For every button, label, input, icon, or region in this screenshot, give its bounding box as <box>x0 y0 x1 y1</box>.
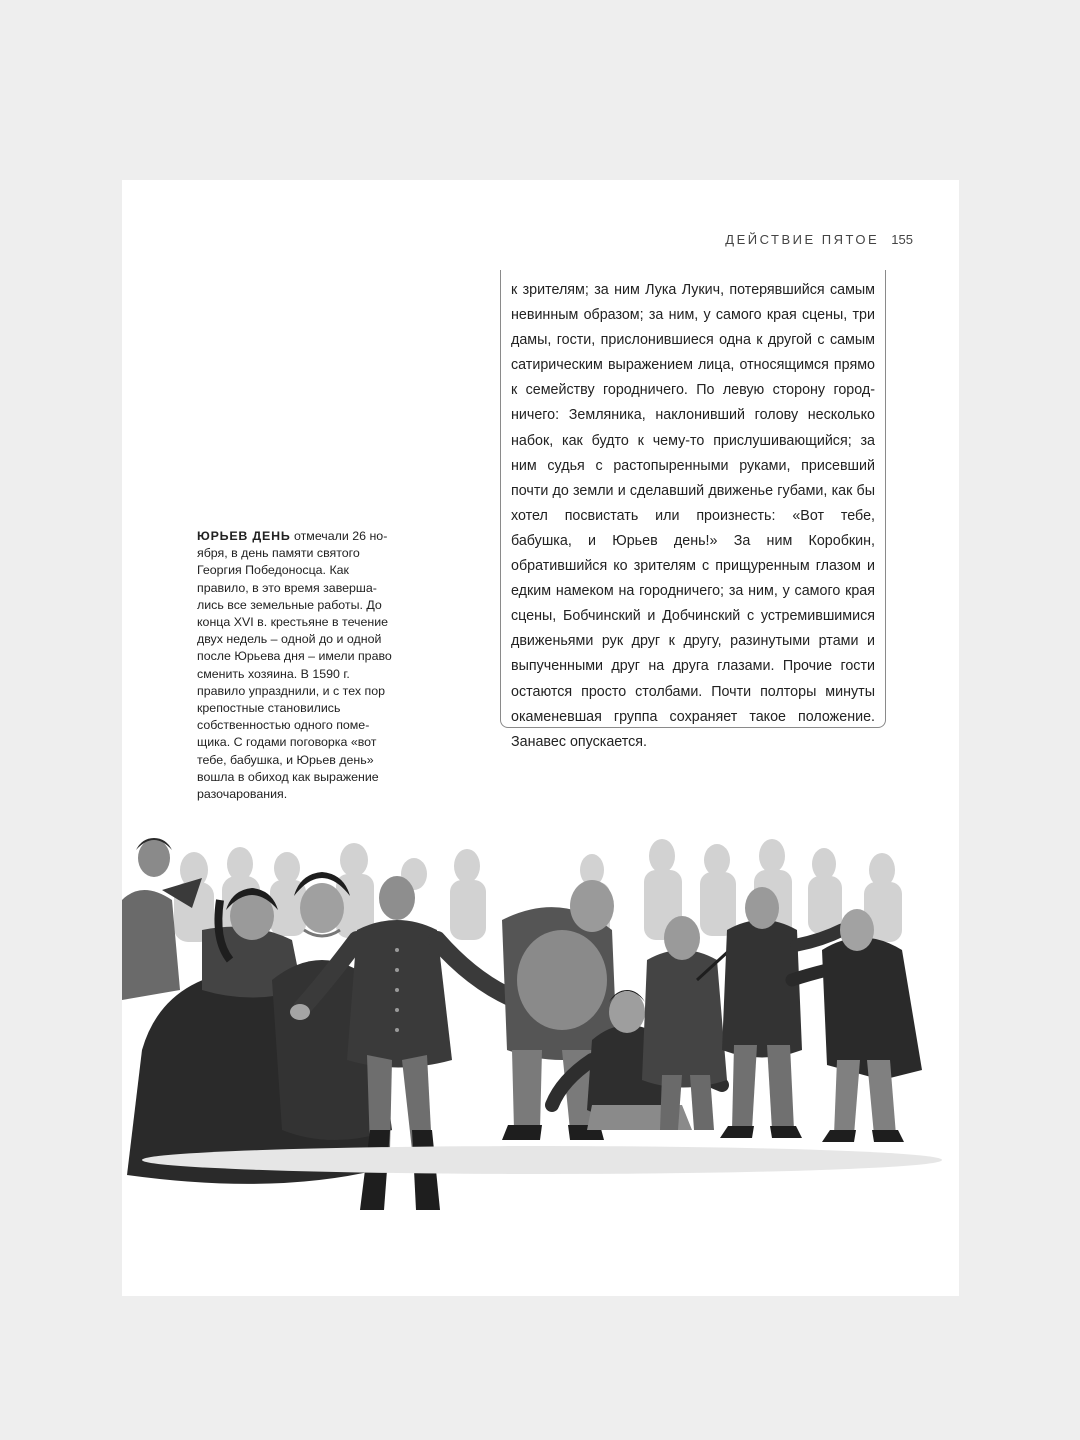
page-number: 155 <box>891 232 913 247</box>
sidebar-text: отмечали 26 ноября, в день памяти святого Георгия Победоносца. Как правило, в это время завершались все земельные работы. До конца XVI в. крестьяне в течение двух недель – одной до и одной после Юрьева дня – имели право сменить хозяина. В 1590 г. правило упразднили, и с тех пор крепостные становились собственностью одного помещика. С годами поговорка «вот тебе, бабушка, и Юрьев день» вошла в обиход как выражение разочарования. <box>197 529 392 802</box>
chapter-title: ДЕЙСТВИЕ ПЯТОЕ <box>725 232 880 247</box>
sidebar-term: ЮРЬЕВ ДЕНЬ <box>197 529 291 543</box>
stage-direction-text: к зрителям; за ним Лука Лукич, потерявшийся самым невинным образом; за ним, у самого края сцены, три дамы, гости, прислонившиеся одна к другой с самым сатирическим выражением лица, относящимся прямо к семейству городничего. По левую сторону городничего: Земляника, наклонивший голову несколько набок, как будто к чему-то прислушивающийся; за ним судья с растопыренными руками, присевший почти до земли и сделавший движенье губами, как бы хотел посвистать или произнесть: «Вот тебе, бабушка, и Юрьев день!» За ним Коробкин, обратившийся ко зрителям с прищуренным глазом и едким намеком на городничего; за ним, у самого края сцены, Бобчинский и Добчинский с устремившимися движеньями рук друг к другу, разинутыми ртами и выпученными друг на друга глазами. Прочие гости остаются просто столбами. Почти полторы минуты окаменевшая группа сохраняет такое положение. Занавес опускается. <box>511 282 875 750</box>
floor-shadow <box>142 1146 942 1174</box>
sidebar-note <box>197 528 397 803</box>
running-head <box>725 232 913 247</box>
book-page <box>122 180 959 1296</box>
silent-scene-illustration <box>122 830 959 1296</box>
stage-direction-box <box>500 270 886 750</box>
